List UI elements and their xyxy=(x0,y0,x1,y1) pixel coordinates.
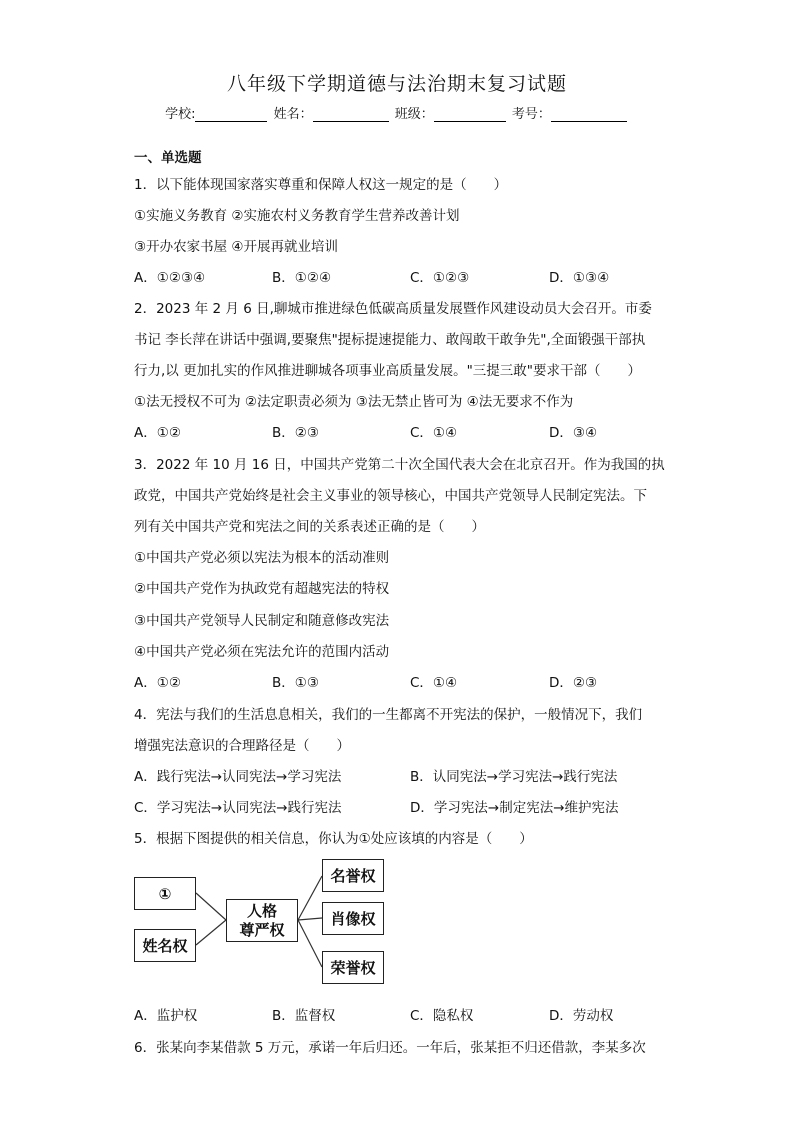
q2-option-b[interactable]: B．②③ xyxy=(272,425,319,441)
q6-stem: 6．张某向李某借款 5 万元，承诺一年后归还。一年后，张某拒不归还借款，李某多次 xyxy=(134,1040,646,1056)
q1-option-c[interactable]: C．①②③ xyxy=(410,270,470,286)
q3-stem-3: 列有关中国共产党和宪法之间的关系表述正确的是（ ） xyxy=(134,519,485,535)
q1-option-d[interactable]: D．①③④ xyxy=(549,270,610,286)
diagram-reputation-right: 名誉权 xyxy=(322,859,384,892)
center-label-1: 人格 xyxy=(246,901,277,920)
q2-items: ①法无授权不可为 ②法定职责必须为 ③法无禁止皆可为 ④法无要求不作为 xyxy=(134,394,574,410)
q3-item-1: ①中国共产党必须以宪法为根本的活动准则 xyxy=(134,550,390,566)
q3-item-4: ④中国共产党必须在宪法允许的范围内活动 xyxy=(134,644,390,660)
q4-stem-2: 增强宪法意识的合理路径是（ ） xyxy=(134,738,350,754)
q5-option-d[interactable]: D．劳动权 xyxy=(549,1008,614,1024)
section-heading: 一、单选题 xyxy=(134,150,202,166)
q3-stem-1: 3．2022 年 10 月 16 日，中国共产党第二十次全国代表大会在北京召开。作为我国的执 xyxy=(134,457,665,473)
q4-option-d[interactable]: D．学习宪法→制定宪法→维护宪法 xyxy=(410,800,619,816)
q3-option-c[interactable]: C．①④ xyxy=(410,675,458,691)
school-label: 学校: xyxy=(165,107,196,122)
q1-items-2: ③开办农家书屋 ④开展再就业培训 xyxy=(134,239,338,255)
q3-option-d[interactable]: D．②③ xyxy=(549,675,598,691)
q2-stem-2: 书记 李长萍在讲话中强调,要聚焦"提标提速提能力、敢闯敢干敢争先",全面锻强干部执 xyxy=(134,332,646,348)
q2-option-d[interactable]: D．③④ xyxy=(549,425,598,441)
q2-option-a[interactable]: A．①② xyxy=(134,425,181,441)
q5-stem: 5．根据下图提供的相关信息，你认为①处应该填的内容是（ ） xyxy=(134,831,533,847)
q2-option-c[interactable]: C．①④ xyxy=(410,425,458,441)
q4-option-a[interactable]: A．践行宪法→认同宪法→学习宪法 xyxy=(134,769,342,785)
q3-option-a[interactable]: A．①② xyxy=(134,675,181,691)
class-label: 班级： xyxy=(394,107,434,122)
q5-option-c[interactable]: C．隐私权 xyxy=(410,1008,474,1024)
q2-stem-3: 行力,以 更加扎实的作风推进聊城各项事业高质量发展。"三提三敢"要求干部（ ） xyxy=(134,363,642,379)
exam-number-label: 考号： xyxy=(511,107,551,122)
q3-item-2: ②中国共产党作为执政党有超越宪法的特权 xyxy=(134,581,390,597)
q3-option-b[interactable]: B．①③ xyxy=(272,675,319,691)
q4-stem-1: 4．宪法与我们的生活息息相关，我们的一生都离不开宪法的保护，一般情况下，我们 xyxy=(134,707,643,723)
q4-option-b[interactable]: B．认同宪法→学习宪法→践行宪法 xyxy=(410,769,618,785)
q5-option-b[interactable]: B．监督权 xyxy=(272,1008,336,1024)
diagram-blank-1: ① xyxy=(134,877,196,910)
center-label-2: 尊严权 xyxy=(239,920,285,939)
name-label: 姓名： xyxy=(273,107,313,122)
q1-items-1: ①实施义务教育 ②实施农村义务教育学生营养改善计划 xyxy=(134,208,460,224)
q3-stem-2: 政党，中国共产党始终是社会主义事业的领导核心，中国共产党领导人民制定宪法。下 xyxy=(134,488,647,504)
diagram-name-right: 姓名权 xyxy=(134,929,196,962)
q5-option-a[interactable]: A．监护权 xyxy=(134,1008,198,1024)
q1-stem: 1．以下能体现国家落实尊重和保障人权这一规定的是（ ） xyxy=(134,177,508,193)
q4-option-c[interactable]: C．学习宪法→认同宪法→践行宪法 xyxy=(134,800,342,816)
q1-option-a[interactable]: A．①②③④ xyxy=(134,270,206,286)
q2-stem-1: 2．2023 年 2 月 6 日,聊城市推进绿色低碳高质量发展暨作风建设动员大会召开。市委 xyxy=(134,301,652,317)
diagram-honor-right: 荣誉权 xyxy=(322,951,384,984)
diagram-portrait-right: 肖像权 xyxy=(322,902,384,935)
exam-title: 八年级下学期道德与法治期末复习试题 xyxy=(226,73,567,95)
q1-option-b[interactable]: B．①②④ xyxy=(272,270,332,286)
q3-item-3: ③中国共产党领导人民制定和随意修改宪法 xyxy=(134,613,390,629)
diagram-center-box xyxy=(226,899,298,942)
